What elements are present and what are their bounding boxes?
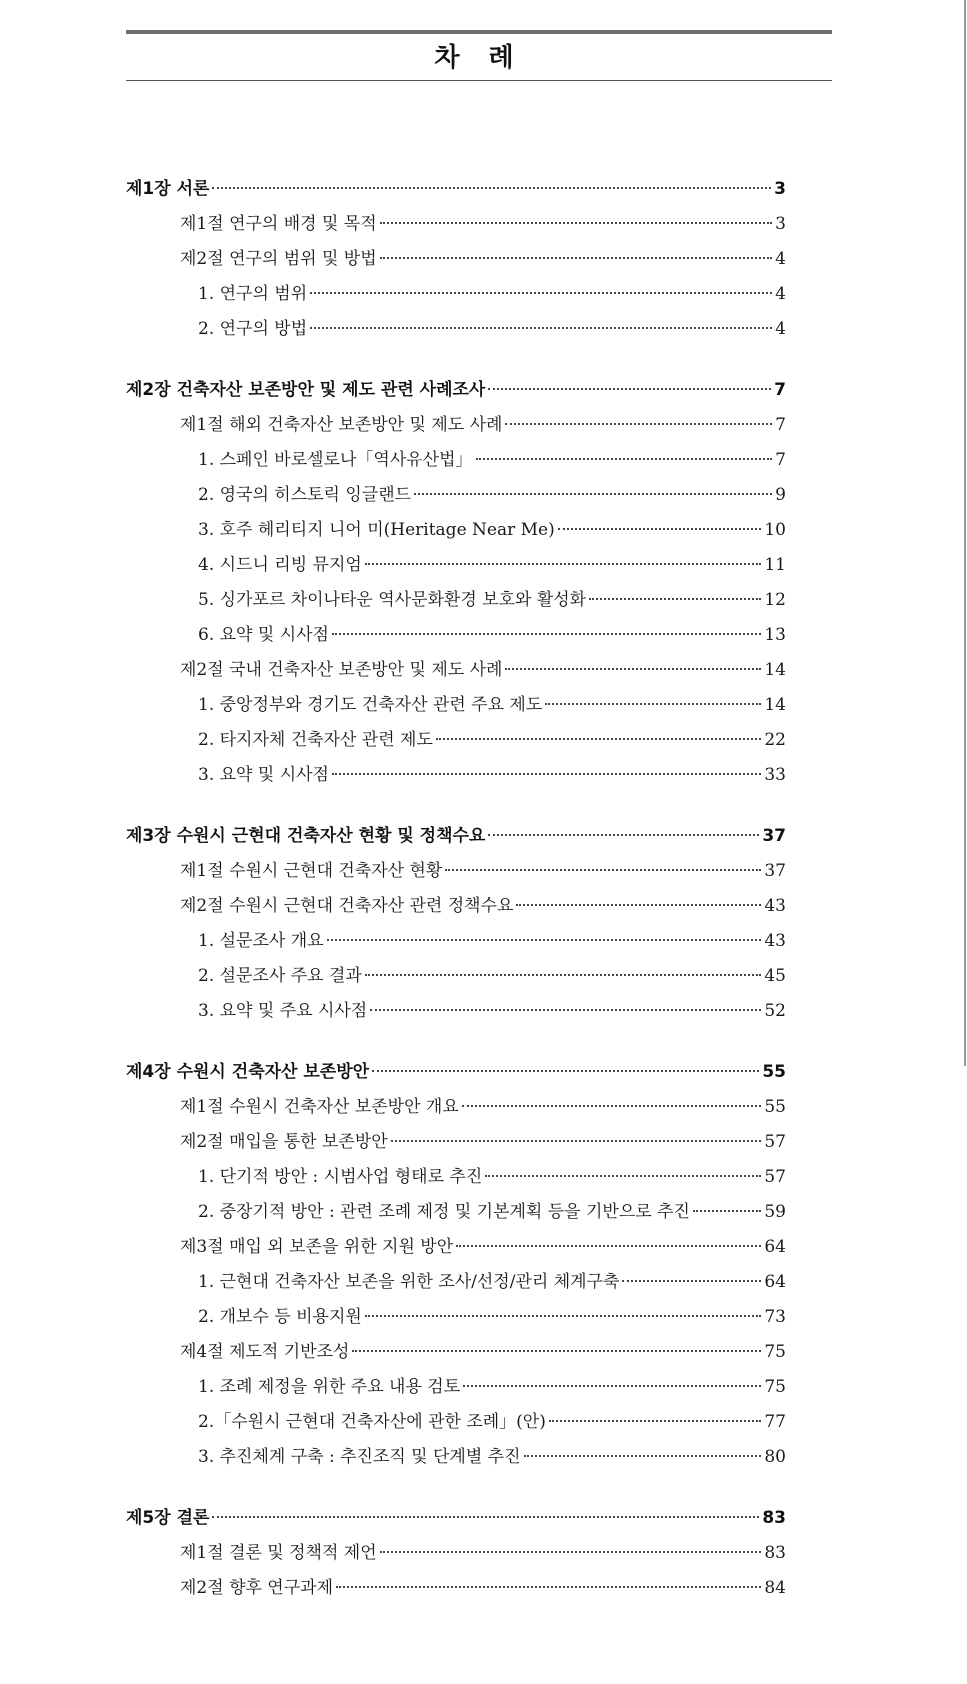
toc-chapter-entry-page-number: 7	[774, 380, 786, 400]
toc-section-entry-label: 제3절 매입 외 보존을 위한 지원 방안	[180, 1237, 454, 1257]
toc-section-entry-label: 제2절 향후 연구과제	[180, 1578, 333, 1598]
toc-item-entry-page-number: 12	[764, 590, 786, 610]
toc-chapter-entry[interactable]	[126, 1501, 786, 1536]
dot-leader	[365, 1315, 762, 1317]
toc-section-entry-page-number: 37	[764, 861, 786, 881]
toc-section-entry-page-number: 55	[764, 1097, 786, 1117]
toc-item-entry[interactable]	[126, 583, 786, 618]
toc-section-entry-page-number: 43	[764, 896, 786, 916]
toc-section-entry[interactable]	[126, 1335, 786, 1370]
dot-leader	[372, 1070, 759, 1072]
dot-leader	[332, 633, 761, 635]
dot-leader	[505, 668, 761, 670]
dot-leader	[622, 1280, 761, 1282]
toc-item-entry[interactable]	[126, 1195, 786, 1230]
toc-section-entry[interactable]	[126, 653, 786, 688]
dot-leader	[488, 834, 759, 836]
toc-item-entry[interactable]	[126, 312, 786, 347]
toc-section-entry-label: 제4절 제도적 기반조성	[180, 1342, 350, 1362]
toc-section-entry-label: 제1절 해외 건축자산 보존방안 및 제도 사례	[180, 415, 503, 435]
dot-leader	[365, 563, 762, 565]
dot-leader	[693, 1210, 761, 1212]
toc-item-entry-label: 1. 단기적 방안 : 시범사업 형태로 추진	[198, 1167, 483, 1187]
toc-item-entry-label: 1. 중앙정부와 경기도 건축자산 관련 주요 제도	[198, 695, 543, 715]
dot-leader	[463, 1385, 761, 1387]
toc-section-entry[interactable]	[126, 242, 786, 277]
toc-section-entry-page-number: 3	[775, 214, 786, 234]
toc-item-entry-page-number: 22	[764, 730, 786, 750]
toc-section-entry-page-number: 64	[764, 1237, 786, 1257]
toc-item-entry[interactable]	[126, 723, 786, 758]
toc-chapter-entry[interactable]	[126, 172, 786, 207]
toc-item-entry-label: 2. 개보수 등 비용지원	[198, 1307, 362, 1327]
toc-item-entry-page-number: 59	[764, 1202, 786, 1222]
toc-section-entry[interactable]	[126, 1090, 786, 1125]
toc-section-entry[interactable]	[126, 207, 786, 242]
toc-item-entry-page-number: 45	[764, 966, 786, 986]
table-of-contents	[126, 172, 786, 1632]
toc-chapter-entry-page-number: 55	[762, 1062, 786, 1082]
toc-section-entry-page-number: 57	[764, 1132, 786, 1152]
dot-leader	[365, 974, 762, 976]
dot-leader	[549, 1420, 762, 1422]
dot-leader	[436, 738, 761, 740]
dot-leader	[380, 257, 773, 259]
toc-item-entry-page-number: 75	[764, 1377, 786, 1397]
toc-section-entry-label: 제1절 수원시 건축자산 보존방안 개요	[180, 1097, 459, 1117]
dot-leader	[462, 1105, 762, 1107]
toc-item-entry-label: 6. 요약 및 시사점	[198, 625, 329, 645]
dot-leader	[391, 1140, 762, 1142]
dot-leader	[589, 598, 761, 600]
toc-item-entry-page-number: 43	[764, 931, 786, 951]
toc-item-entry-page-number: 57	[764, 1167, 786, 1187]
toc-item-entry-page-number: 4	[775, 284, 786, 304]
toc-section-entry-label: 제2절 연구의 범위 및 방법	[180, 249, 377, 269]
toc-item-entry-page-number: 10	[764, 520, 786, 540]
toc-item-entry[interactable]	[126, 959, 786, 994]
toc-chapter-entry-label: 제1장 서론	[126, 179, 210, 199]
toc-section-entry[interactable]	[126, 408, 786, 443]
toc-item-entry-label: 2. 중장기적 방안 : 관련 조례 제정 및 기본계획 등을 기반으로 추진	[198, 1202, 690, 1222]
toc-item-entry-page-number: 52	[764, 1001, 786, 1021]
toc-item-entry-label: 2. 설문조사 주요 결과	[198, 966, 362, 986]
toc-chapter	[126, 373, 786, 793]
toc-section-entry-label: 제1절 연구의 배경 및 목적	[180, 214, 377, 234]
toc-section-entry-label: 제2절 수원시 근현대 건축자산 관련 정책수요	[180, 896, 514, 916]
toc-section-entry[interactable]	[126, 889, 786, 924]
toc-item-entry-page-number: 77	[764, 1412, 786, 1432]
toc-chapter-entry[interactable]	[126, 373, 786, 408]
toc-item-entry-label: 3. 요약 및 주요 시사점	[198, 1001, 368, 1021]
toc-item-entry[interactable]	[126, 1370, 786, 1405]
dot-leader	[327, 939, 762, 941]
toc-item-entry-label: 2. 영국의 히스토릭 잉글랜드	[198, 485, 412, 505]
dot-leader	[545, 703, 761, 705]
toc-chapter-entry-label: 제5장 결론	[126, 1508, 210, 1528]
toc-item-entry-label: 5. 싱가포르 차이나타운 역사문화환경 보호와 활성화	[198, 590, 587, 610]
dot-leader	[212, 187, 771, 189]
toc-section-entry-page-number: 7	[775, 415, 786, 435]
toc-section-entry-page-number: 4	[775, 249, 786, 269]
toc-chapter-entry-page-number: 3	[774, 179, 786, 199]
toc-section-entry-page-number: 14	[764, 660, 786, 680]
toc-item-entry-page-number: 9	[775, 485, 786, 505]
toc-item-entry-label: 1. 근현대 건축자산 보존을 위한 조사/선정/관리 체계구축	[198, 1272, 620, 1292]
dot-leader	[370, 1009, 761, 1011]
toc-item-entry-page-number: 14	[764, 695, 786, 715]
toc-chapter-entry-label: 제3장 수원시 근현대 건축자산 현황 및 정책수요	[126, 826, 486, 846]
toc-item-entry-label: 2. 연구의 방법	[198, 319, 308, 339]
toc-item-entry[interactable]	[126, 758, 786, 793]
toc-item-entry-label: 1. 설문조사 개요	[198, 931, 324, 951]
toc-chapter	[126, 819, 786, 1029]
toc-section-entry-page-number: 75	[764, 1342, 786, 1362]
toc-item-entry-page-number: 73	[764, 1307, 786, 1327]
toc-item-entry-label: 1. 스페인 바로셀로나「역사유산법」	[198, 450, 473, 470]
dot-leader	[558, 528, 762, 530]
dot-leader	[352, 1350, 761, 1352]
dot-leader	[310, 327, 772, 329]
dot-leader	[380, 1551, 762, 1553]
title-top-rule	[126, 30, 832, 34]
toc-item-entry-page-number: 11	[764, 555, 786, 575]
dot-leader	[332, 773, 761, 775]
toc-item-entry-page-number: 7	[775, 450, 786, 470]
toc-item-entry[interactable]	[126, 994, 786, 1029]
toc-item-entry[interactable]	[126, 924, 786, 959]
toc-item-entry-label: 1. 연구의 범위	[198, 284, 308, 304]
toc-chapter-entry-label: 제4장 수원시 건축자산 보존방안	[126, 1062, 370, 1082]
toc-section-entry-label: 제1절 결론 및 정책적 제언	[180, 1543, 377, 1563]
page-title: 차 례	[434, 43, 524, 73]
toc-chapter	[126, 1501, 786, 1606]
toc-item-entry-page-number: 4	[775, 319, 786, 339]
toc-section-entry[interactable]	[126, 1125, 786, 1160]
dot-leader	[485, 1175, 761, 1177]
dot-leader	[310, 292, 772, 294]
toc-section-entry[interactable]	[126, 1571, 786, 1606]
dot-leader	[336, 1586, 761, 1588]
toc-chapter	[126, 1055, 786, 1475]
toc-section-entry-label: 제2절 매입을 통한 보존방안	[180, 1132, 388, 1152]
toc-item-entry[interactable]	[126, 478, 786, 513]
toc-chapter-entry-label: 제2장 건축자산 보존방안 및 제도 관련 사례조사	[126, 380, 486, 400]
toc-item-entry[interactable]	[126, 688, 786, 723]
dot-leader	[445, 869, 761, 871]
dot-leader	[380, 222, 773, 224]
toc-item-entry-label: 3. 추진체계 구축 : 추진조직 및 단계별 추진	[198, 1447, 521, 1467]
toc-section-entry-label: 제2절 국내 건축자산 보존방안 및 제도 사례	[180, 660, 503, 680]
toc-item-entry-page-number: 33	[764, 765, 786, 785]
dot-leader	[488, 388, 771, 390]
toc-item-entry[interactable]	[126, 1440, 786, 1475]
dot-leader	[516, 904, 761, 906]
toc-item-entry[interactable]	[126, 1160, 786, 1195]
toc-section-entry[interactable]	[126, 1230, 786, 1265]
toc-item-entry-label: 1. 조례 제정을 위한 주요 내용 검토	[198, 1377, 461, 1397]
dot-leader	[456, 1245, 761, 1247]
toc-item-entry[interactable]	[126, 1405, 786, 1440]
toc-section-entry[interactable]	[126, 1536, 786, 1571]
toc-chapter	[126, 172, 786, 347]
toc-item-entry[interactable]	[126, 443, 786, 478]
page-edge-line	[964, 0, 966, 1066]
toc-chapter-entry[interactable]	[126, 819, 786, 854]
toc-item-entry-page-number: 80	[764, 1447, 786, 1467]
toc-item-entry-label: 3. 호주 헤리티지 니어 미(Heritage Near Me)	[198, 520, 555, 540]
toc-chapter-entry-page-number: 83	[762, 1508, 786, 1528]
toc-item-entry-page-number: 64	[764, 1272, 786, 1292]
toc-section-entry-page-number: 84	[764, 1578, 786, 1598]
toc-section-entry[interactable]	[126, 854, 786, 889]
toc-item-entry-label: 3. 요약 및 시사점	[198, 765, 329, 785]
toc-item-entry[interactable]	[126, 618, 786, 653]
toc-chapter-entry[interactable]	[126, 1055, 786, 1090]
dot-leader	[524, 1455, 762, 1457]
title-bottom-rule	[126, 80, 832, 81]
toc-item-entry[interactable]	[126, 513, 786, 548]
toc-item-entry[interactable]	[126, 277, 786, 312]
toc-item-entry-label: 2.「수원시 근현대 건축자산에 관한 조례」(안)	[198, 1412, 546, 1432]
toc-chapter-entry-page-number: 37	[762, 826, 786, 846]
toc-item-entry[interactable]	[126, 1300, 786, 1335]
toc-item-entry[interactable]	[126, 548, 786, 583]
dot-leader	[212, 1516, 759, 1518]
toc-item-entry-page-number: 13	[764, 625, 786, 645]
toc-item-entry-label: 2. 타지자체 건축자산 관련 제도	[198, 730, 433, 750]
dot-leader	[505, 423, 772, 425]
dot-leader	[476, 458, 773, 460]
toc-section-entry-page-number: 83	[764, 1543, 786, 1563]
toc-item-entry[interactable]	[126, 1265, 786, 1300]
toc-item-entry-label: 4. 시드니 리빙 뮤지엄	[198, 555, 362, 575]
toc-section-entry-label: 제1절 수원시 근현대 건축자산 현황	[180, 861, 443, 881]
dot-leader	[414, 493, 772, 495]
